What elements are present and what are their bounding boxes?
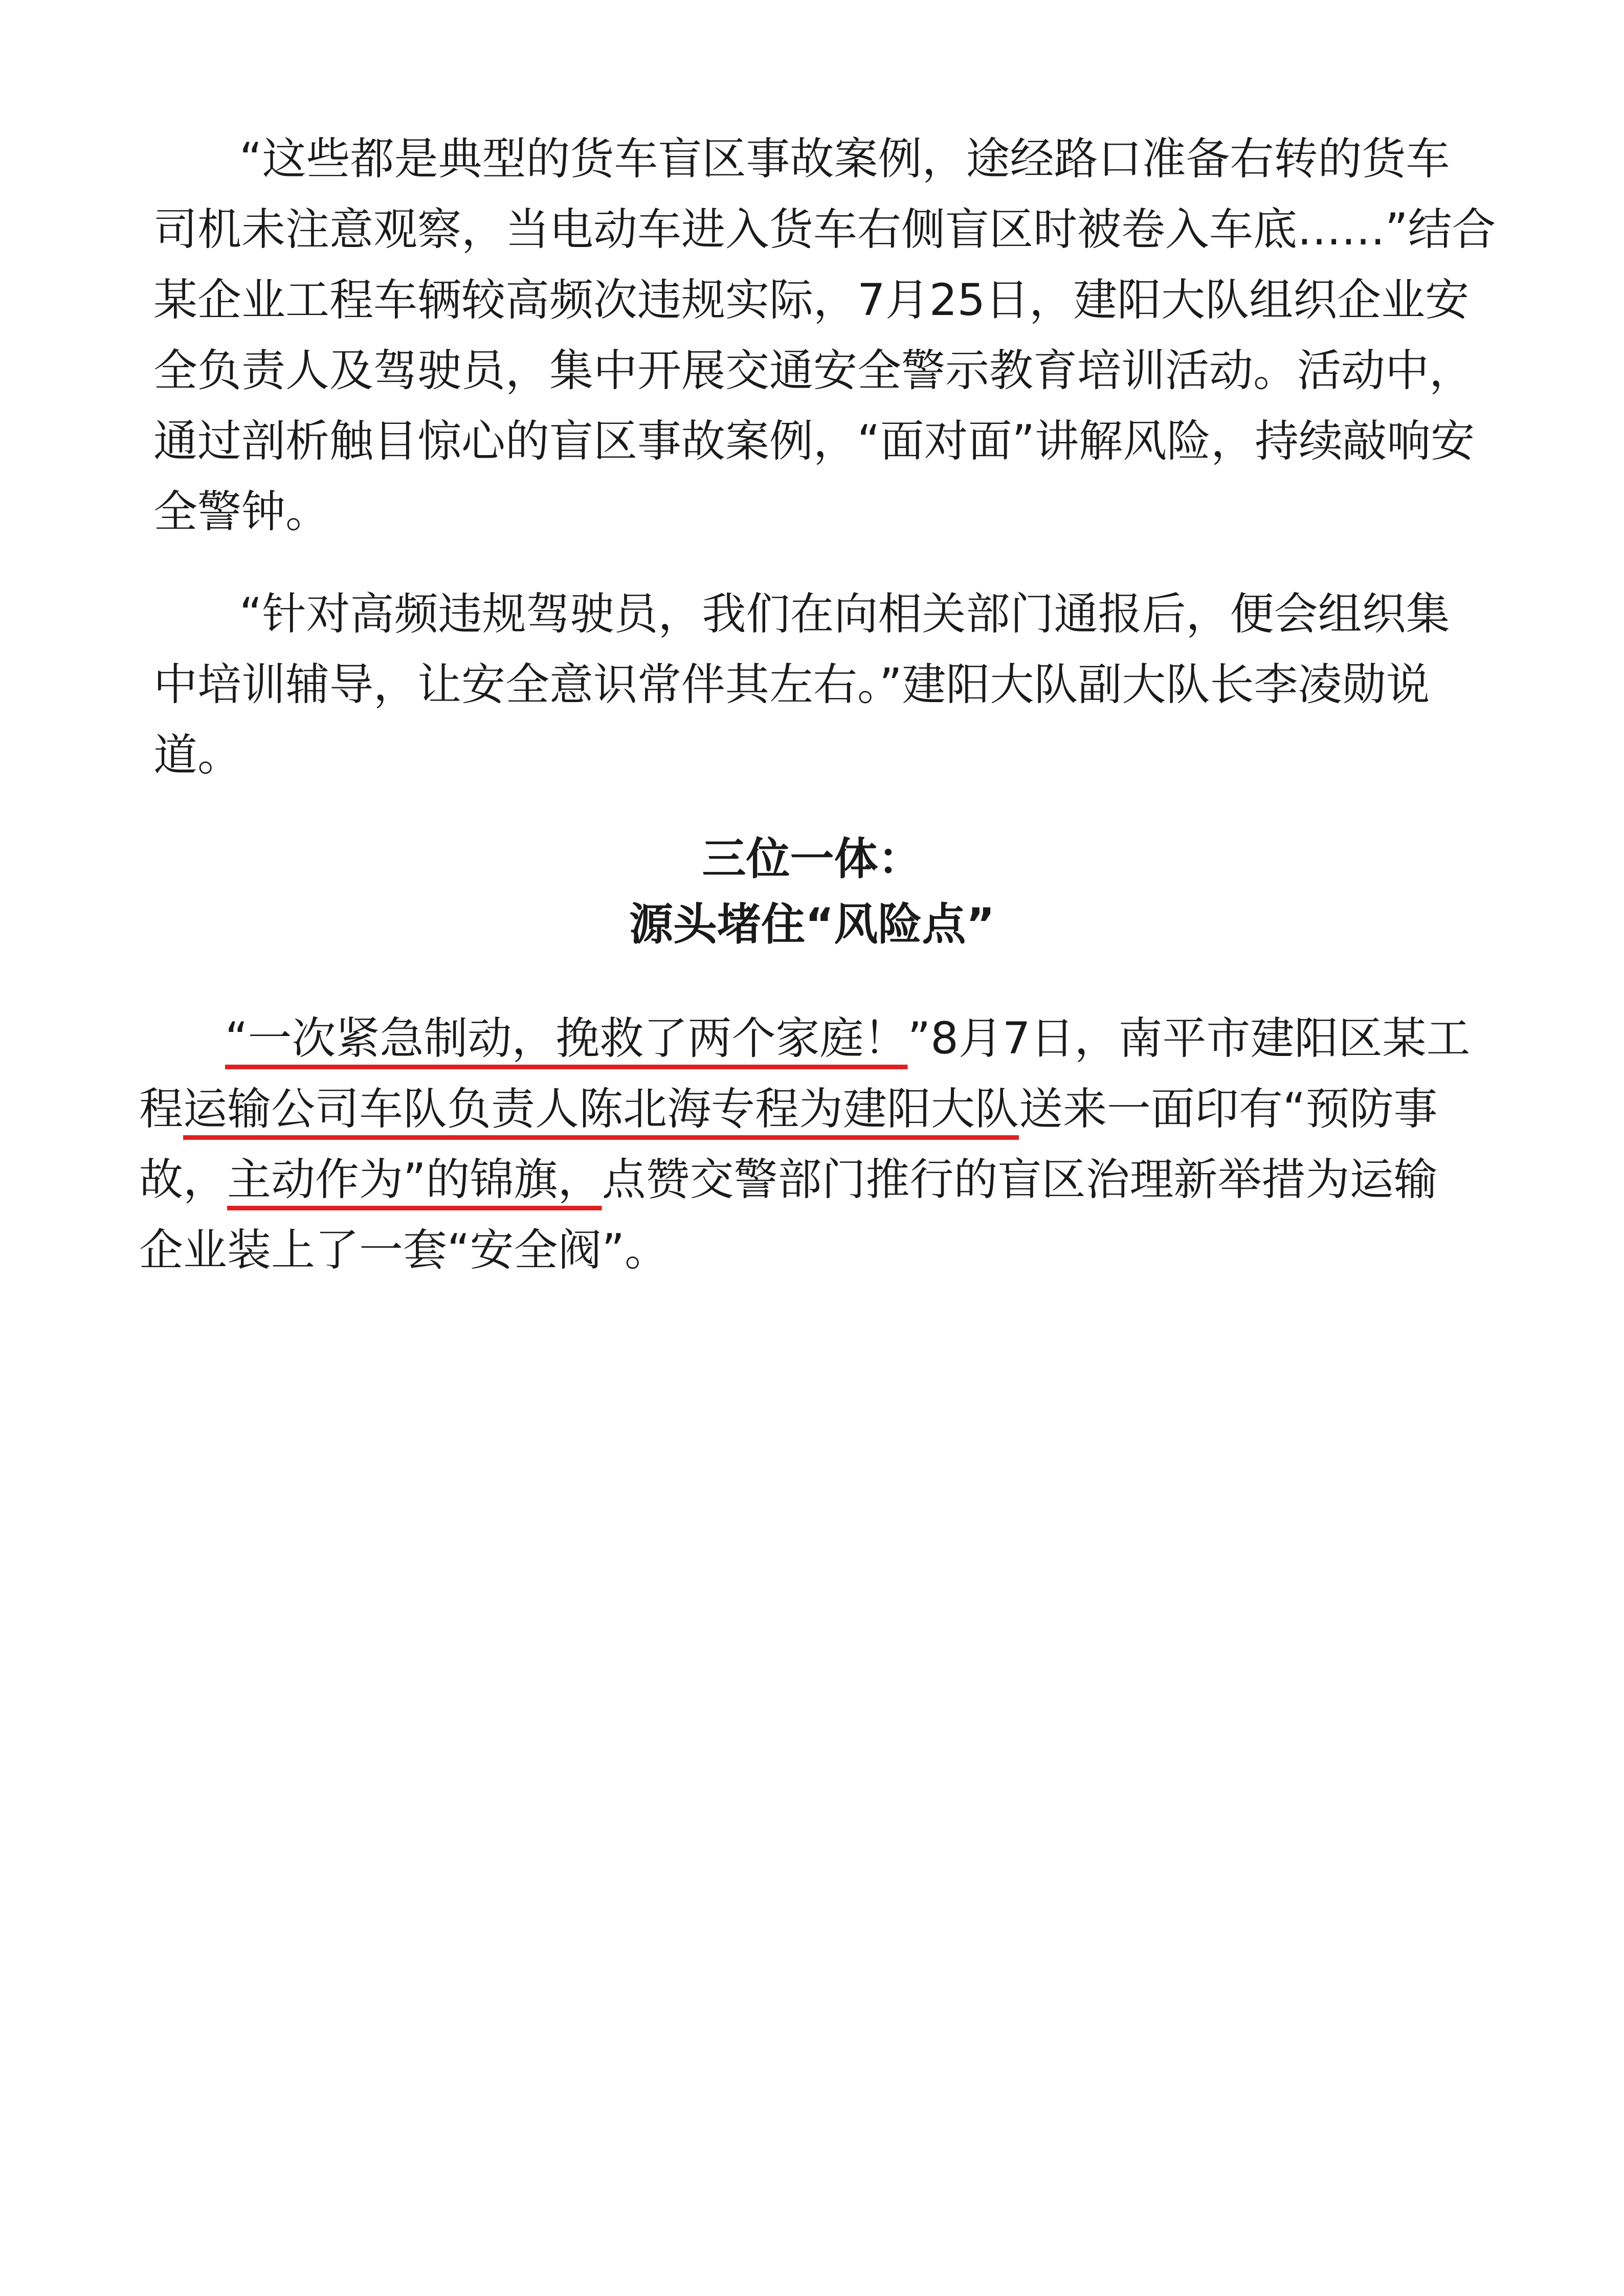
section-heading-line-1: 三位一体： [702,834,922,885]
underlined-banner-phrase: 主动作为”的锦旗， [227,1154,602,1205]
paragraph-silk-banner [139,1003,1471,1286]
underlined-company-phrase: 运输公司车队负责人陈北海专程为建阳大队 [183,1084,1019,1135]
line-text: 故， [139,1154,227,1205]
paragraph-line: 司机未注意观察，当电动车进入货车右侧盲区时被卷入车底……”结合 [153,204,1496,255]
paragraph-line [139,1003,1471,1074]
line-text: 程 [139,1084,183,1135]
paragraph-line: “这些都是典型的货车盲区事故案例，途经路口准备右转的货车 [239,133,1450,185]
line-text: 送来一面印有“预防事 [1019,1084,1438,1135]
paragraph-line: 企业装上了一套“安全阀”。 [139,1225,669,1276]
paragraph-line: 中培训辅导，让安全意识常伴其左右。”建阳大队副大队长李凌勋说 [153,659,1430,710]
paragraph-line: “针对高频违规驾驶员，我们在向相关部门通报后，便会组织集 [239,589,1450,640]
paragraph-deputy-captain-quote [153,579,1450,791]
paragraph-line: 某企业工程车辆较高频次违规实际，7月25日，建阳大队组织企业安 [153,275,1470,326]
paragraph-line: 通过剖析触目惊心的盲区事故案例，“面对面”讲解风险，持续敲响安 [153,416,1475,467]
paragraph-line: 全警钟。 [153,486,329,537]
underlined-quote: “一次紧急制动，挽救了两个家庭！ [225,1013,908,1064]
line-text: 点赞交警部门推行的盲区治理新举措为运输 [602,1154,1438,1205]
paragraph-line: 全负责人及驾驶员，集中开展交通安全警示教育培训活动。活动中， [153,345,1473,396]
line-text: ”8月7日，南平市建阳区某工 [907,1013,1471,1064]
paragraph-line: 道。 [153,730,241,781]
paragraph-truck-blind-spot-cases [153,124,1496,547]
paragraph-line [139,1144,1471,1215]
paragraph-line [139,1074,1471,1144]
section-heading-line-2: 源头堵住“风险点” [629,899,995,950]
